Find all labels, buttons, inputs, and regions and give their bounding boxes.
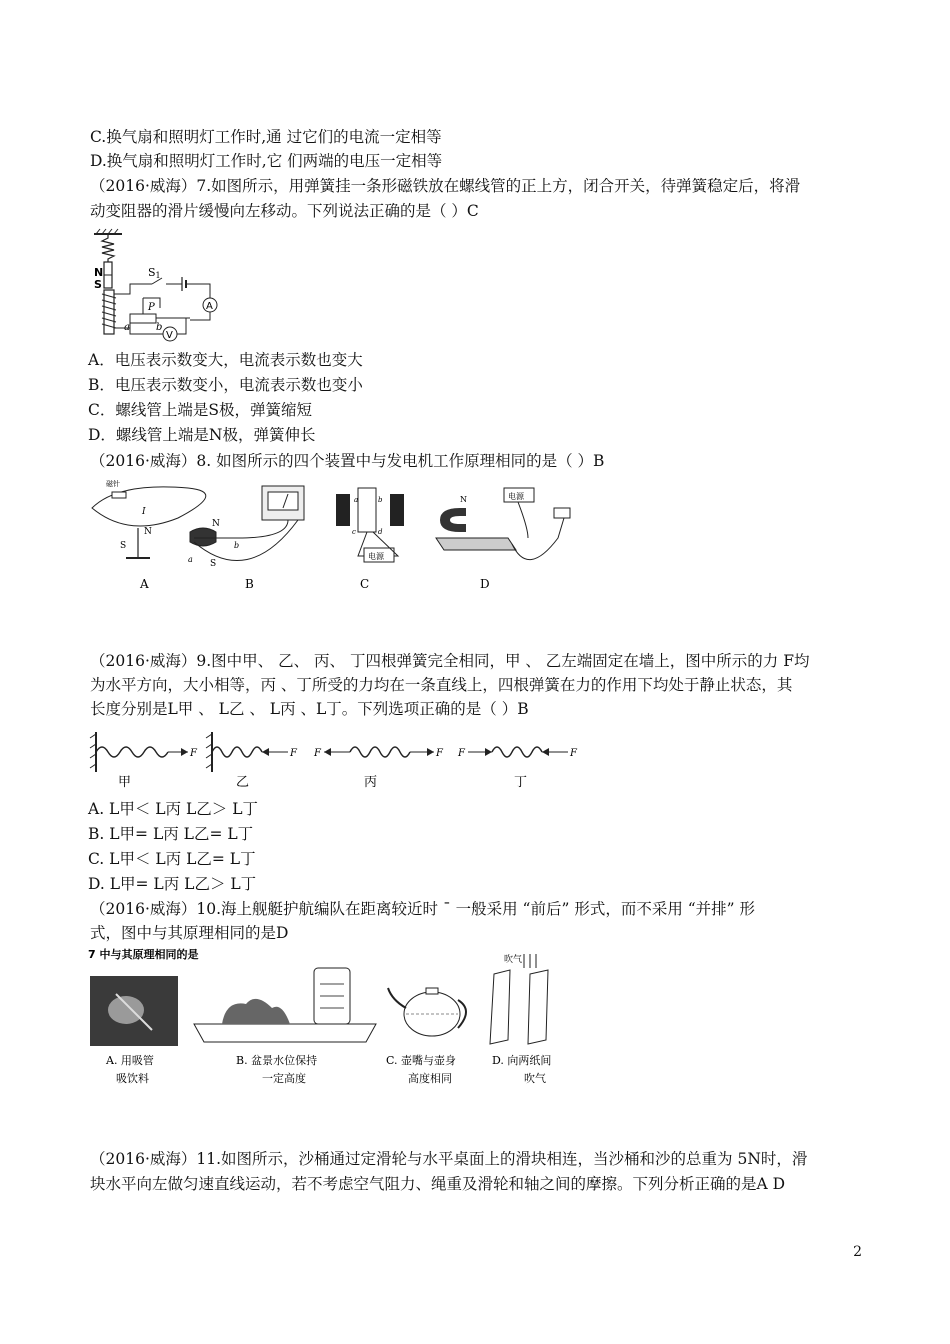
prev-option-c: C.换气扇和照明灯工作时,通 过它们的电流一定相等 xyxy=(90,128,442,146)
q9-option-a: A. L甲＜ L丙 L乙＞ L丁 xyxy=(88,800,259,818)
q9-label-yi: 乙 xyxy=(236,775,250,790)
q10-stem-line1: （2016·威海）10.海上舰艇护航编队在距离较近时 ˉ 一般采用 “前后” 形式，而不采用 “并排” 形 xyxy=(90,900,756,918)
q8a-s: S xyxy=(120,541,127,551)
q7-option-b: B．电压表示数变小，电流表示数也变小 xyxy=(88,376,363,394)
q11-stem-line2: 块水平向左做匀速直线运动，若不考虑空气阻力、绳重及滑轮和轴之间的摩擦。下列分析正确的是A D xyxy=(90,1175,786,1193)
q8-stem: （2016·威海）8. 如图所示的四个装置中与发电机工作原理相同的是（ ）B xyxy=(90,452,605,470)
q10-caption-d2: 吹气 xyxy=(524,1072,546,1085)
q7-option-d: D．螺线管上端是N极，弹簧伸长 xyxy=(88,426,316,444)
q8d-power: 电源 xyxy=(508,492,524,501)
q9-stem-line3: 长度分别是L甲 、 L乙 、 L丙 、L丁。下列选项正确的是（ ）B xyxy=(90,700,529,718)
q10-stem-line2: 式，图中与其原理相同的是D xyxy=(90,924,289,942)
q9-option-c: C. L甲＜ L丙 L乙= L丁 xyxy=(88,850,256,868)
q10-figure-header: 7 中与其原理相同的是 xyxy=(88,948,199,961)
q8a-n: N xyxy=(144,527,152,537)
q9-option-d: D. L甲= L丙 L乙＞ L丁 xyxy=(88,875,257,893)
q9-stem-line2: 为水平方向，大小相等，丙 、丁所受的力均在一条直线上，四根弹簧在力的作用下均处于静止状态，其 xyxy=(90,676,793,694)
q8-label-c: C xyxy=(360,577,370,591)
q9-force-4: F xyxy=(436,748,443,759)
q7-stem-line1: （2016·威海）7.如图所示，用弹簧挂一条形磁铁放在螺线管的正上方，闭合开关，待弹簧稳定后，将滑 xyxy=(90,177,801,195)
q9-force-1: F xyxy=(190,748,197,759)
page-number: 2 xyxy=(853,1244,862,1260)
q8-devices-figure xyxy=(88,478,588,608)
q8-label-d: D xyxy=(480,577,490,591)
q9-stem-line1: （2016·威海）9.图中甲、 乙、 丙、 丁四根弹簧完全相同，甲 、 乙左端固定在墙上，图中所示的力 F均 xyxy=(90,652,810,670)
q9-force-6: F xyxy=(570,748,577,759)
q10-caption-c2: 高度相同 xyxy=(408,1072,452,1085)
q7-option-c: C．螺线管上端是S极，弹簧缩短 xyxy=(88,401,312,419)
q7-magnet-n: N xyxy=(94,266,104,279)
q9-force-2: F xyxy=(290,748,297,759)
q7-stem-line2: 动变阻器的滑片缓慢向左移动。下列说法正确的是（ ）C xyxy=(90,202,479,220)
q9-label-bing: 丙 xyxy=(364,775,378,790)
q7-terminal-a: a xyxy=(124,322,130,333)
q10-blow-label: 吹气 xyxy=(504,955,523,965)
q7-option-a: A．电压表示数变大，电流表示数也变大 xyxy=(88,351,363,369)
q9-label-jia: 甲 xyxy=(118,775,132,790)
q10-caption-b2: 一定高度 xyxy=(262,1072,306,1085)
q8d-n: N xyxy=(460,495,467,504)
q10-caption-a2: 吸饮料 xyxy=(116,1072,149,1085)
q8c-d: d xyxy=(378,528,383,536)
q9-option-b: B. L甲= L丙 L乙= L丁 xyxy=(88,825,254,843)
q8c-a: a xyxy=(354,496,359,504)
q10-caption-c1: C. 壶嘴与壶身 xyxy=(386,1054,457,1067)
q10-principles-figure xyxy=(86,944,586,1092)
q7-circuit-figure xyxy=(90,228,240,346)
q8b-a: a xyxy=(188,555,193,564)
q7-slider-p: P xyxy=(148,302,155,313)
q8c-c: c xyxy=(352,528,356,536)
q10-caption-d1: D. 向两纸间 xyxy=(492,1054,552,1067)
q9-force-3: F xyxy=(314,748,321,759)
q7-magnet-s: S xyxy=(94,278,102,291)
q8a-current: I xyxy=(142,507,146,517)
q7-ammeter: A xyxy=(206,301,213,312)
q10-caption-b1: B. 盆景水位保持 xyxy=(236,1054,318,1067)
q11-stem-line1: （2016·威海）11.如图所示，沙桶通过定滑轮与水平桌面上的滑块相连，当沙桶和沙的总重为 5N时，滑 xyxy=(90,1150,808,1168)
q7-switch-label: S1 xyxy=(148,266,161,280)
q8c-power: 电源 xyxy=(368,552,384,561)
q8-label-a: A xyxy=(140,577,149,591)
q10-caption-a1: A. 用吸管 xyxy=(106,1054,154,1067)
q9-force-5: F xyxy=(458,748,465,759)
q8b-s: S xyxy=(210,559,217,569)
prev-option-d: D.换气扇和照明灯工作时,它 们两端的电压一定相等 xyxy=(90,152,443,170)
q9-springs-figure xyxy=(88,728,588,792)
q7-terminal-b: b xyxy=(156,322,163,333)
q7-voltmeter: V xyxy=(166,330,173,341)
q9-label-ding: 丁 xyxy=(514,775,528,790)
q8b-n: N xyxy=(212,519,220,529)
q8-label-b: B xyxy=(245,577,254,591)
q8b-b: b xyxy=(234,541,240,550)
q8c-b: b xyxy=(378,496,383,504)
q8a-needle-label: 磁针 xyxy=(106,480,120,488)
